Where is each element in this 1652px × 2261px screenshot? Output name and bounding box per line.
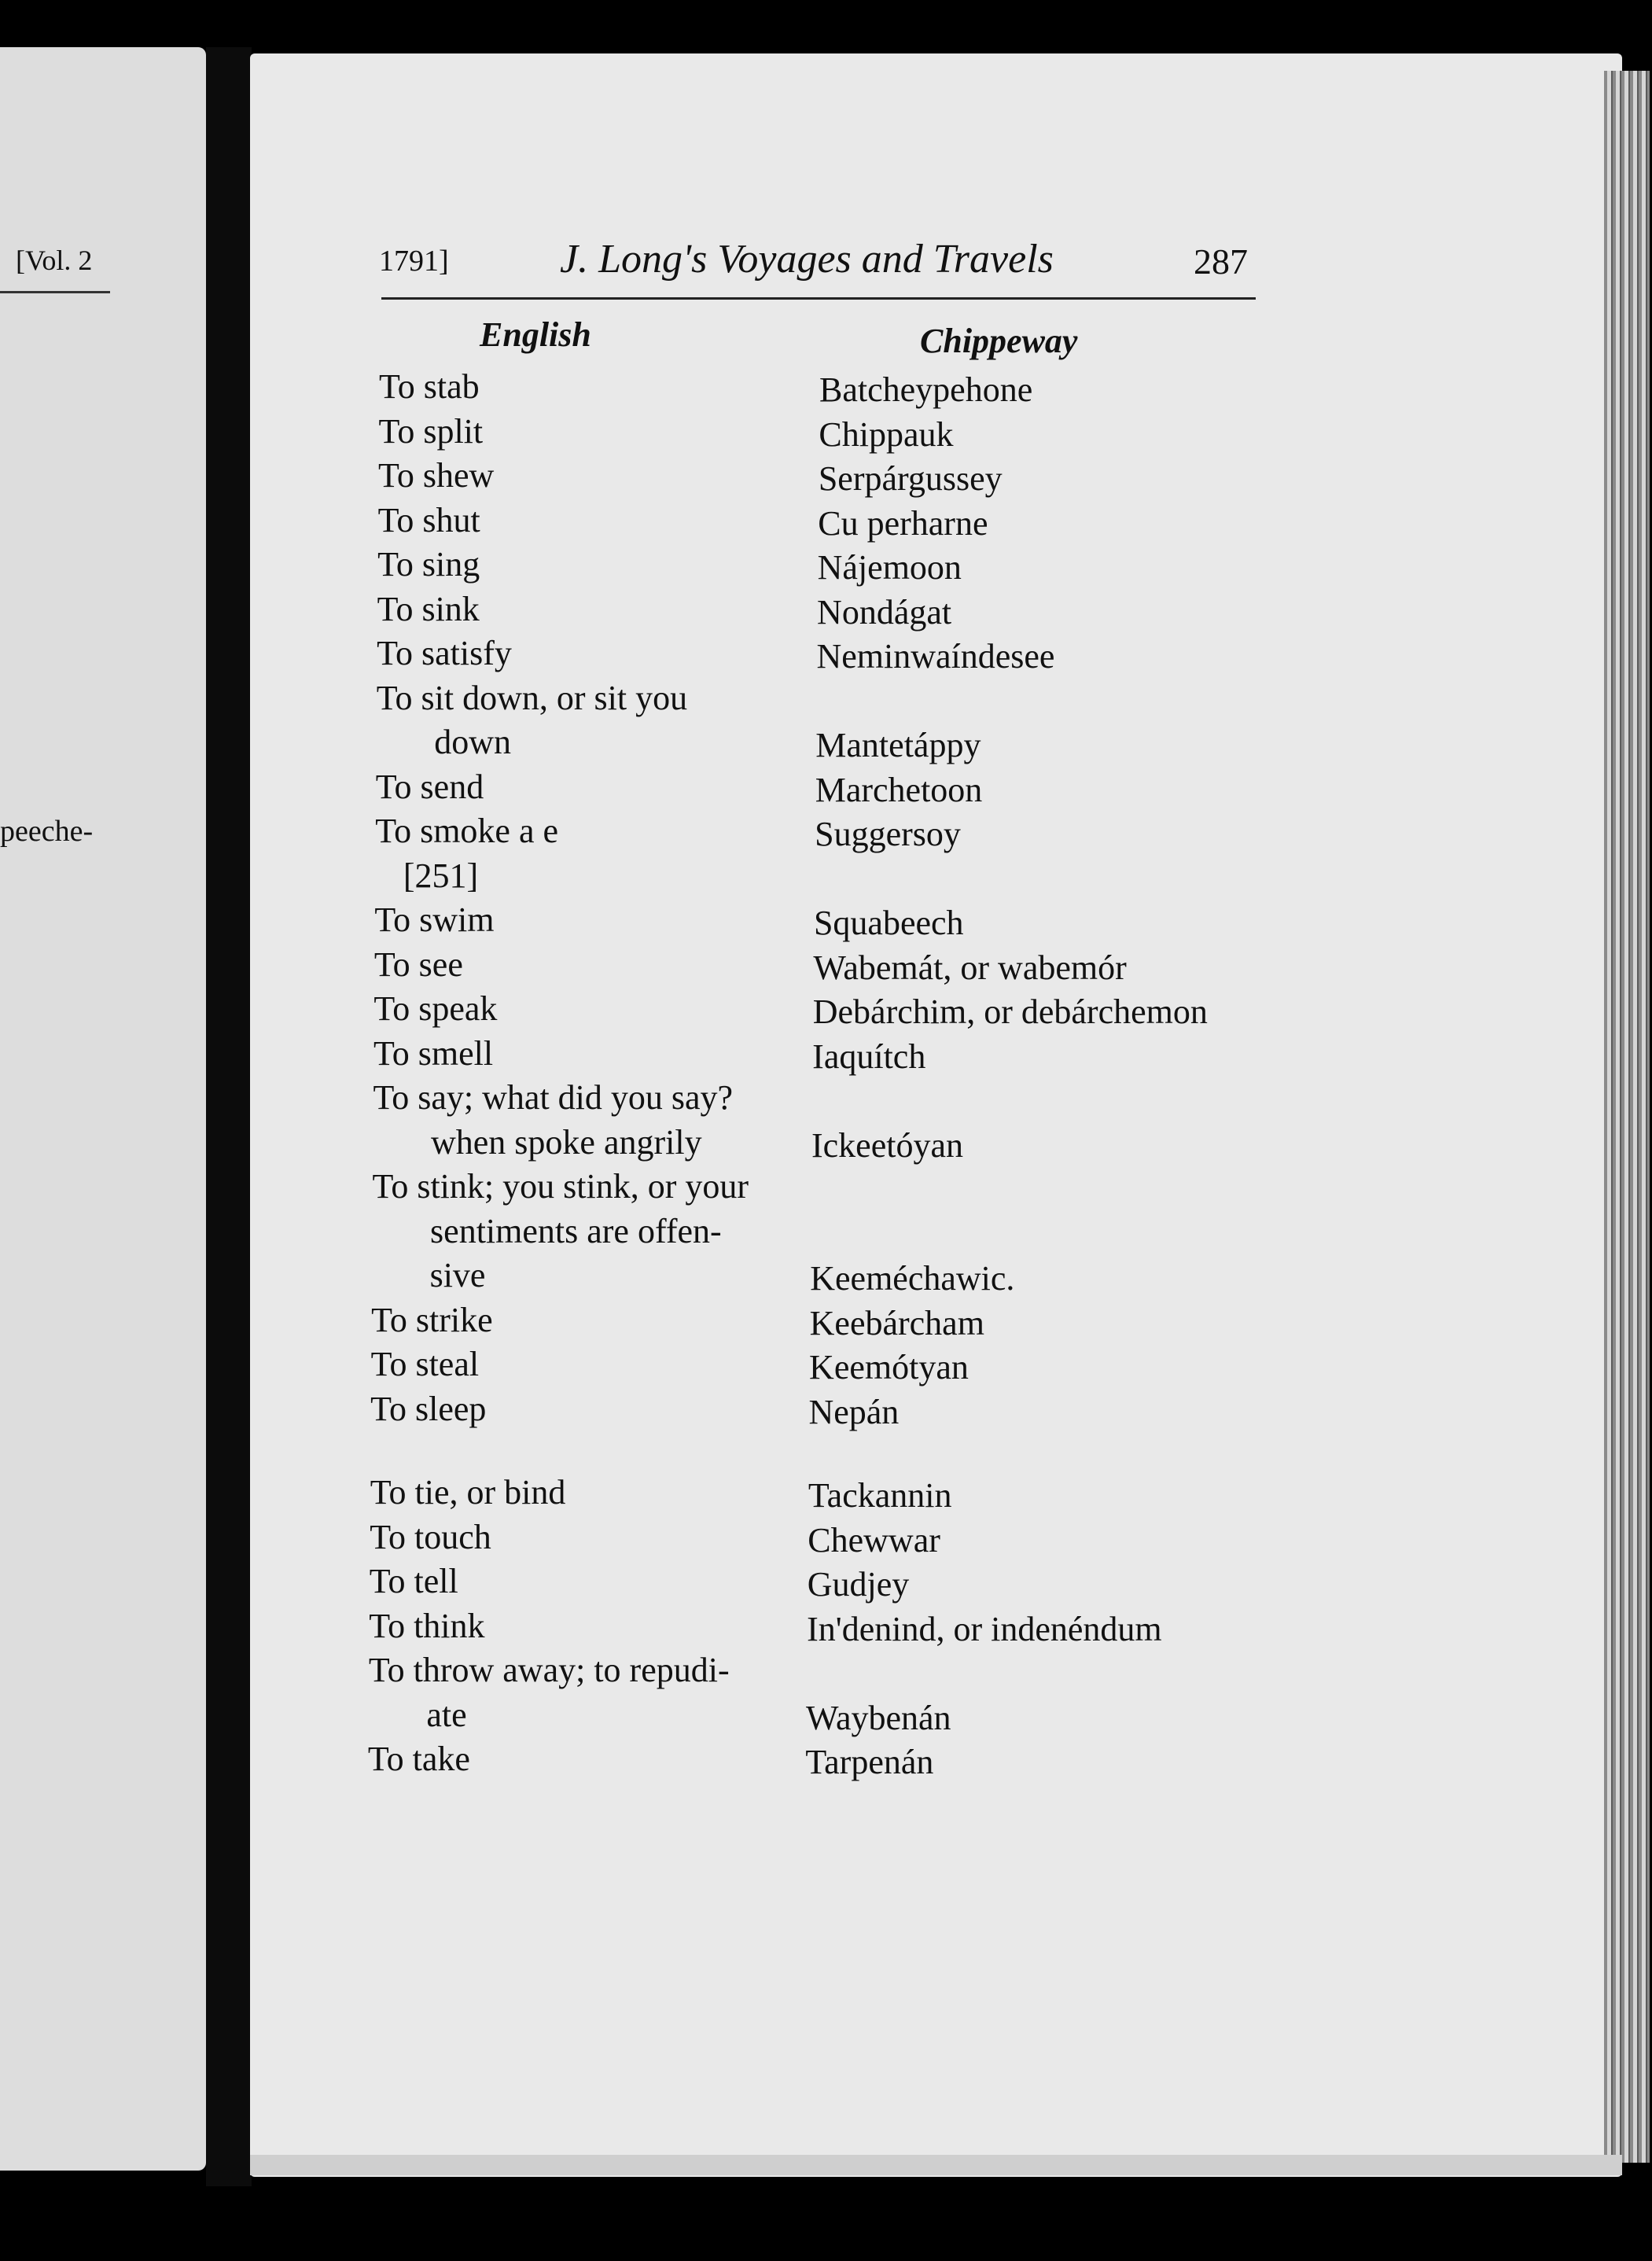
- chippeway-term: Serpárgussey: [818, 459, 1003, 498]
- previous-page-text-fragment: peeche-: [0, 815, 94, 848]
- english-term: To think: [369, 1606, 485, 1645]
- chippeway-term: Squabeech: [813, 904, 964, 942]
- chippeway-term: Nájemoon: [817, 548, 962, 587]
- chippeway-term: Nepán: [808, 1392, 900, 1431]
- english-term: To shew: [378, 456, 495, 495]
- chippeway-term: Nondágat: [817, 592, 952, 632]
- chippeway-term: Keebárcham: [809, 1303, 984, 1342]
- english-term: To smell: [373, 1033, 494, 1073]
- column-heading-chippeway: Chippeway: [920, 322, 1078, 360]
- chippeway-term: Tarpenán: [805, 1743, 934, 1781]
- chippeway-term: Waybenán: [805, 1698, 951, 1737]
- english-term: sentiments are offen-: [430, 1211, 722, 1250]
- chippeway-term: Chewwar: [808, 1520, 940, 1560]
- english-term: To strike: [371, 1300, 493, 1339]
- english-term: To sink: [377, 589, 480, 628]
- english-term: To tell: [369, 1562, 458, 1600]
- english-term: To sing: [377, 545, 480, 584]
- english-term: To steal: [370, 1345, 480, 1383]
- english-term: To take: [367, 1740, 470, 1778]
- english-term: To touch: [370, 1517, 491, 1556]
- english-term: [251]: [403, 856, 479, 895]
- chippeway-term: Neminwaíndesee: [816, 637, 1055, 676]
- chippeway-term: Batcheypehone: [819, 370, 1033, 409]
- chippeway-term: Cu perharne: [818, 503, 988, 543]
- chippeway-term: Iaquítch: [812, 1037, 926, 1076]
- previous-page-running-head: [Vol. 2: [16, 245, 93, 276]
- chippeway-term: Chippauk: [819, 414, 954, 454]
- chippeway-term: Marchetoon: [815, 770, 983, 809]
- chippeway-term: Gudjey: [807, 1565, 910, 1604]
- running-head-title: J. Long's Voyages and Travels: [560, 237, 1054, 282]
- english-term: To satisfy: [377, 634, 512, 672]
- english-term: To smoke a e: [375, 812, 559, 850]
- chippeway-term: In'denind, or indenéndum: [807, 1609, 1162, 1648]
- page-number: 287: [1194, 241, 1248, 282]
- english-term: To stab: [379, 367, 480, 406]
- english-term: To split: [378, 411, 484, 451]
- english-term: To see: [373, 945, 463, 984]
- english-term: down: [434, 723, 512, 761]
- english-term: To swim: [374, 900, 495, 939]
- english-term: when spoke angrily: [431, 1122, 702, 1162]
- english-term: To shut: [377, 500, 480, 539]
- chippeway-term: Debárchim, or debárchemon: [812, 992, 1208, 1031]
- chippeway-term: Keeméchawic.: [810, 1259, 1015, 1298]
- english-term: To sleep: [370, 1389, 487, 1428]
- chippeway-term: Keemótyan: [809, 1348, 969, 1386]
- english-term: To stink; you stink, or your: [372, 1167, 749, 1206]
- english-term: sive: [429, 1256, 486, 1294]
- column-heading-english: English: [480, 315, 591, 354]
- english-term: To tie, or bind: [370, 1473, 566, 1512]
- english-term: To throw away; to repudi-: [368, 1651, 730, 1689]
- chippeway-term: Tackannin: [808, 1476, 952, 1515]
- english-term: To send: [375, 767, 484, 806]
- chippeway-term: Wabemát, or wabemór: [813, 948, 1127, 987]
- english-term: To speak: [373, 989, 498, 1028]
- chippeway-term: Suggersoy: [815, 815, 961, 853]
- chippeway-term: Mantetáppy: [815, 726, 981, 764]
- chippeway-term: Ickeetóyan: [811, 1125, 963, 1165]
- english-term: To say; what did you say?: [373, 1078, 734, 1117]
- english-term: ate: [426, 1695, 467, 1734]
- running-head-year: 1791]: [379, 245, 449, 278]
- english-term: To sit down, or sit you: [376, 678, 688, 717]
